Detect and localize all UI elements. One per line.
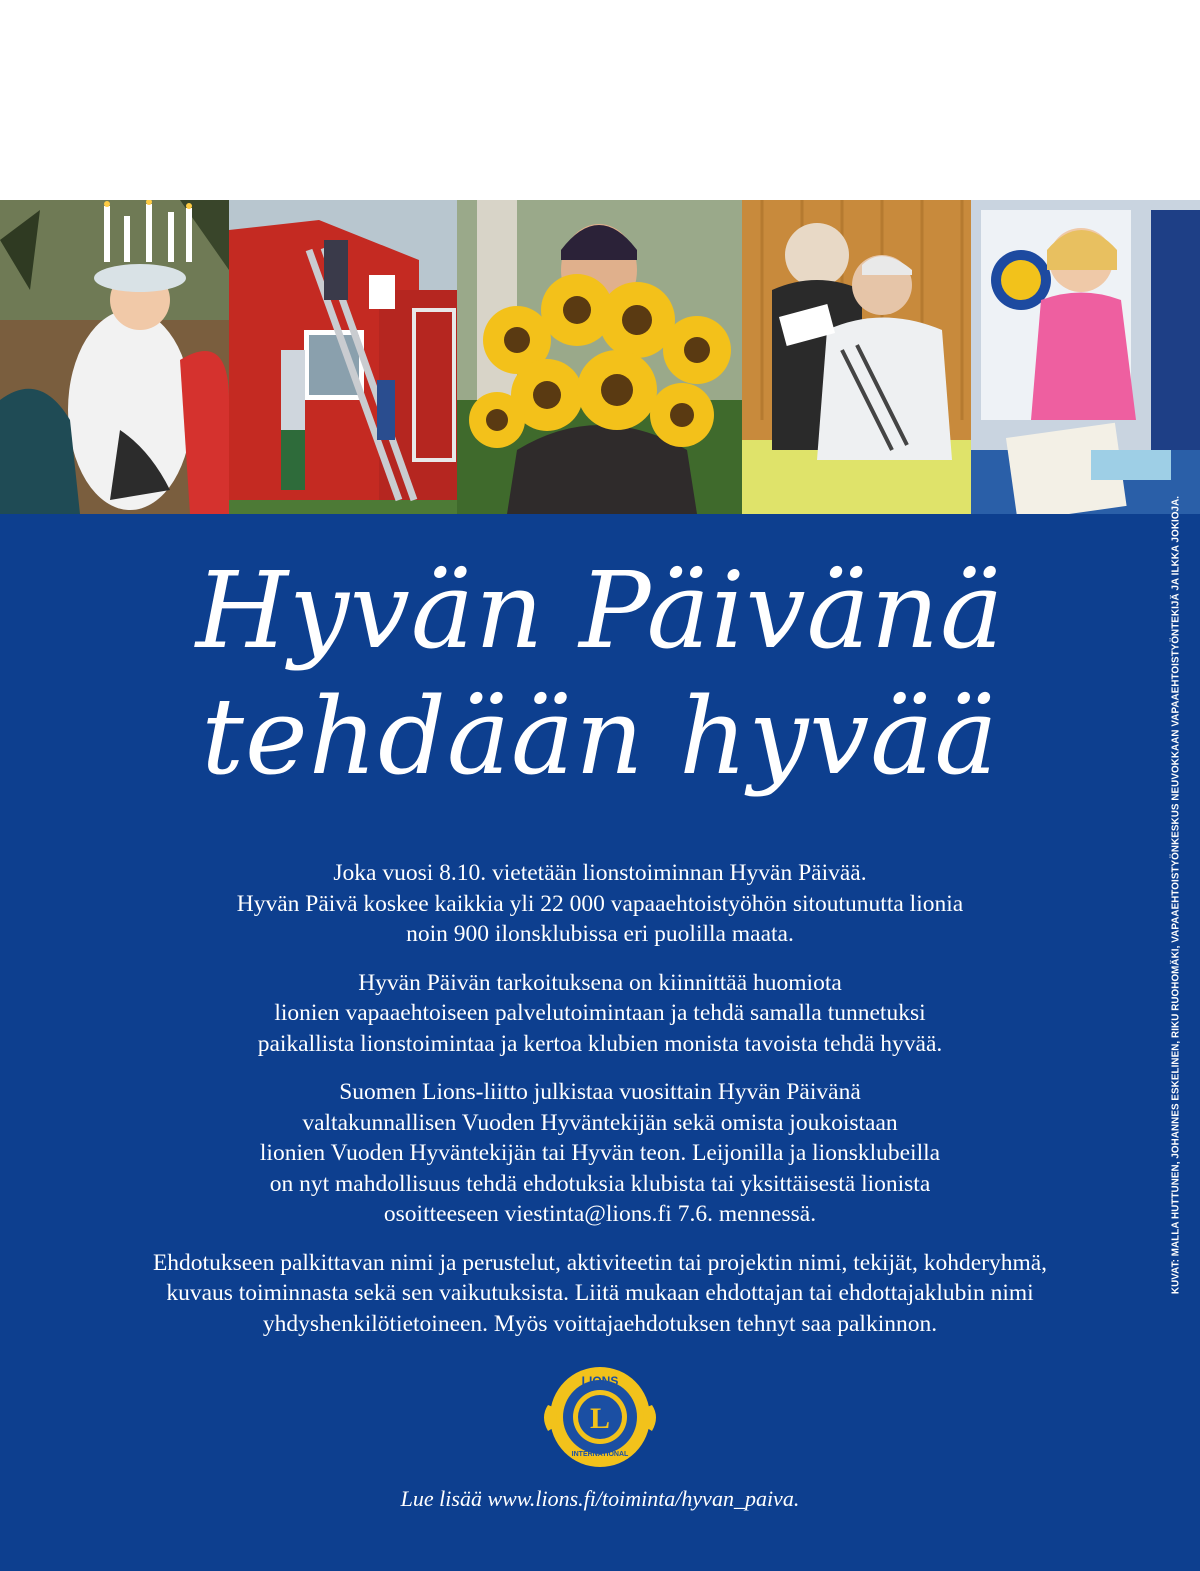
- photo-strip: [0, 200, 1200, 514]
- headline-line-2: tehdään hyvää: [201, 675, 999, 798]
- photo-painting-red-house: [229, 200, 457, 514]
- blank-top-margin: [0, 0, 1200, 200]
- photo-credit: [1163, 495, 1189, 1295]
- photo-volunteer-wristband: [971, 200, 1200, 514]
- logo-bottom-text: INTERNATIONAL: [571, 1451, 629, 1458]
- headline-line-1: Hyvän Päivänä: [195, 549, 1005, 672]
- photo-sunflower-bouquet: [457, 200, 742, 514]
- paragraph-purpose: Hyvän Päivän tarkoituksena on kiinnittää huomiota lionien vapaaehtoiseen palvelutoimintaan ja tehdä samalla tunnetuksi paikallista lionstoimintaa ja kertoa klubien monista tavoista tehdä hyvää.: [257, 969, 943, 1057]
- paragraph-nominations: Suomen Lions-liitto julkistaa vuosittain Hyvän Päivänä valtakunnallisen Vuoden Hyväntekijän sekä omista joukoistaan lionien Vuoden Hyväntekijän tai Hyvän teon. Leijonilla ja lionsklubeilla on nyt mahdollisuus tehdä ehdotuksia klubista tai yksittäisestä lionista osoitteeseen viestinta@lions.fi 7.6. mennessä.: [259, 1079, 941, 1227]
- logo-top-text: LIONS: [581, 1374, 619, 1388]
- photo-lucia-procession: [0, 200, 229, 514]
- headline: [0, 548, 1200, 800]
- paragraph-requirements: Ehdotukseen palkittavan nimi ja perustelut, aktiviteetin tai projektin nimi, tekijät, kohderyhmä, kuvaus toiminnasta sekä sen vaikutuksista. Liitä mukaan ehdottajan tai ehdottajaklubin nimi yhdyshenkilötietoineen. Myös voittajaehdotuksen tehnyt saa palkinnon.: [152, 1249, 1048, 1337]
- blue-text-panel: [0, 514, 1200, 1571]
- photo-elderly-visitors: [742, 200, 971, 514]
- photo-credit-text: KUVAT: MALLA HUTTUNEN, JOHANNES ESKELINEN, RIKU RUOHOMÄKI, VAPAAEHTOISTYÖNKESKUS NEUVOKKAAN VAPAAEHTOISTYÖNTEKIJÄ JA ILKKA JOKIOJA.: [1170, 495, 1182, 1295]
- lions-international-logo: [538, 1355, 662, 1479]
- more-info-link[interactable]: Lue lisää www.lions.fi/toiminta/hyvan_paiva.: [400, 1486, 800, 1511]
- logo-center-letter: L: [589, 1402, 611, 1435]
- body-copy: [60, 858, 1140, 1357]
- paragraph-intro: Joka vuosi 8.10. vietetään lionstoiminnan Hyvän Päivää. Hyvän Päivä koskee kaikkia yli 22 000 vapaaehtoistyöhön sitoutunutta lionia noin 900 ilonsklubissa eri puolilla maata.: [236, 860, 964, 947]
